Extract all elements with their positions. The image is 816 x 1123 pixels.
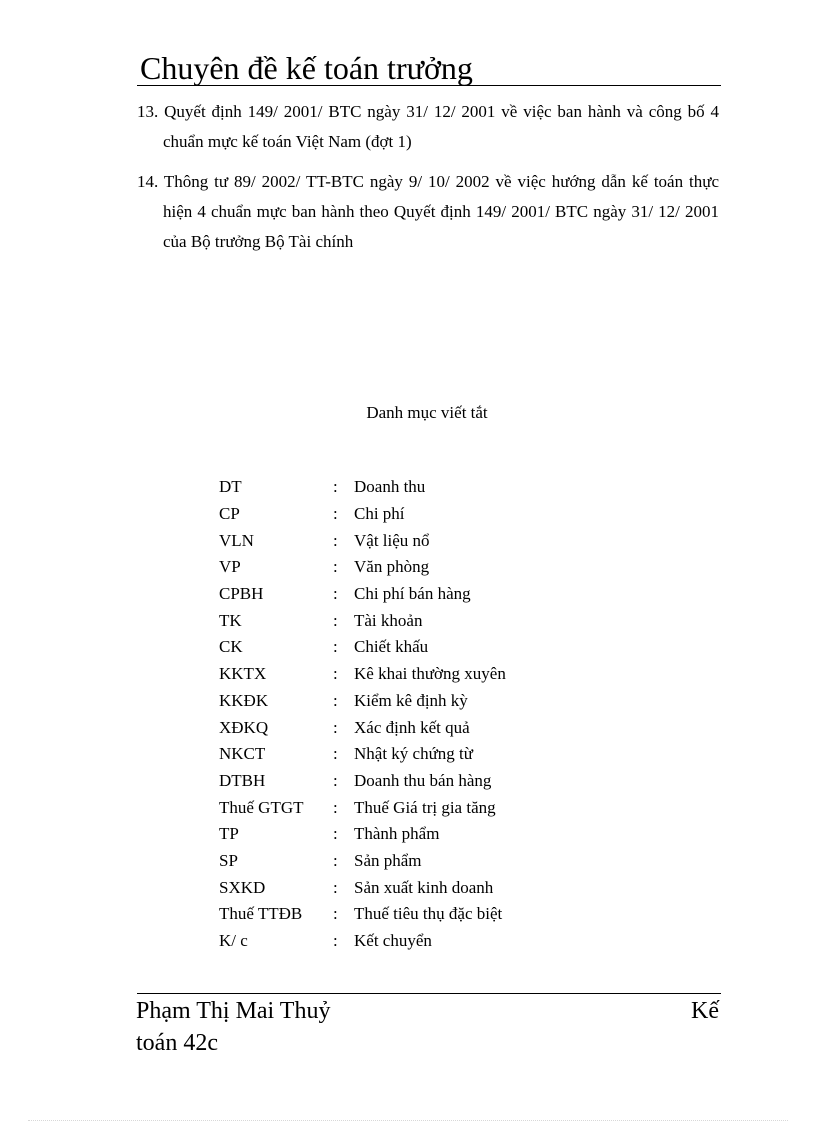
abbreviation-code: TP [219, 824, 239, 844]
abbreviation-row [219, 741, 506, 768]
abbreviation-code: Thuế GTGT [219, 797, 304, 817]
abbreviation-meaning: Xác định kết quả [354, 717, 470, 737]
abbreviation-code: CPBH [219, 584, 264, 604]
abbreviation-code: NKCT [219, 744, 266, 764]
abbreviation-row [219, 634, 506, 661]
abbreviation-row [219, 501, 506, 528]
abbreviation-row [219, 928, 506, 955]
abbreviation-meaning: Kê khai thường xuyên [354, 664, 506, 684]
abbreviation-code: TK [219, 610, 242, 630]
abbreviation-code: Thuế TTĐB [219, 904, 303, 924]
abbreviation-row [219, 848, 506, 875]
abbreviation-code: K/ c [219, 931, 248, 951]
abbreviation-separator: : [333, 797, 338, 817]
abbreviation-meaning: Thuế tiêu thụ đặc biệt [354, 904, 503, 924]
abbreviation-separator: : [333, 530, 338, 550]
abbreviation-meaning: Chi phí [354, 504, 405, 524]
abbreviation-code: KKTX [219, 664, 267, 684]
abbreviation-separator: : [333, 504, 338, 524]
abbreviation-meaning: Sản phẩm [354, 850, 422, 870]
abbreviation-code: SP [219, 850, 238, 870]
abbreviation-row [219, 527, 506, 554]
abbreviation-row [219, 661, 506, 688]
abbreviation-separator: : [333, 610, 338, 630]
abbreviation-meaning: Kết chuyển [354, 931, 432, 951]
abbreviation-separator: : [333, 557, 338, 577]
header-divider [137, 85, 721, 86]
abbreviation-code: CP [219, 504, 240, 524]
abbreviation-row [219, 607, 506, 634]
footer-department: Kế [691, 998, 719, 1024]
abbreviation-separator: : [333, 584, 338, 604]
abbreviation-meaning: Tài khoản [354, 610, 423, 630]
abbreviation-row [219, 901, 506, 928]
abbreviation-meaning: Kiểm kê định kỳ [354, 690, 468, 710]
abbreviation-row [219, 554, 506, 581]
header-title: Chuyên đề kế toán trưởng [140, 50, 473, 86]
abbreviation-code: CK [219, 637, 243, 657]
abbreviation-row [219, 768, 506, 795]
abbreviation-row [219, 821, 506, 848]
abbreviation-meaning: Thành phẩm [354, 824, 440, 844]
abbreviation-separator: : [333, 904, 338, 924]
abbreviation-meaning: Sản xuất kinh doanh [354, 877, 494, 897]
abbreviation-separator: : [333, 744, 338, 764]
abbreviation-meaning: Nhật ký chứng từ [354, 744, 473, 764]
abbreviation-meaning: Doanh thu [354, 477, 426, 497]
footer-class: toán 42c [136, 1030, 218, 1056]
abbreviations-title: Danh mục viết tắt [366, 403, 488, 422]
abbreviation-row [219, 474, 506, 501]
abbreviation-separator: : [333, 931, 338, 951]
abbreviation-meaning: Chi phí bán hàng [354, 584, 471, 604]
abbreviation-code: VP [219, 557, 241, 577]
reference-item-13: 13. Quyết định 149/ 2001/ BTC ngày 31/ 12/ 2001 về việc ban hành và công bố 4 chuẩn mực kế toán Việt Nam (đợt 1) [137, 102, 719, 151]
abbreviation-row [219, 874, 506, 901]
abbreviation-code: DTBH [219, 770, 266, 790]
abbreviation-row [219, 581, 506, 608]
abbreviation-meaning: Văn phòng [354, 557, 430, 577]
abbreviation-meaning: Vật liệu nổ [354, 530, 430, 550]
abbreviation-row [219, 714, 506, 741]
abbreviation-row [219, 794, 506, 821]
abbreviation-code: SXKD [219, 877, 266, 897]
reference-item-14: 14. Thông tư 89/ 2002/ TT-BTC ngày 9/ 10/ 2002 về việc hướng dẫn kế toán thực hiện 4 chuẩn mực ban hành theo Quyết định 149/ 2001/ BTC ngày 31/ 12/ 2001 của Bộ trưởng Bộ Tài chính [137, 172, 719, 251]
abbreviations-table [219, 474, 506, 954]
abbreviation-code: KKĐK [219, 690, 269, 710]
abbreviation-meaning: Doanh thu bán hàng [354, 770, 492, 790]
abbreviation-separator: : [333, 877, 338, 897]
abbreviation-row [219, 688, 506, 715]
page-bottom-edge [28, 1120, 788, 1121]
abbreviation-code: XĐKQ [219, 717, 269, 737]
abbreviation-separator: : [333, 770, 338, 790]
footer-author: Phạm Thị Mai Thuỷ [136, 998, 331, 1024]
abbreviation-separator: : [333, 477, 338, 497]
abbreviation-separator: : [333, 824, 338, 844]
abbreviation-separator: : [333, 850, 338, 870]
abbreviation-separator: : [333, 717, 338, 737]
abbreviation-separator: : [333, 637, 338, 657]
abbreviation-meaning: Chiết khấu [354, 637, 429, 657]
abbreviation-code: VLN [219, 530, 254, 550]
abbreviation-meaning: Thuế Giá trị gia tăng [354, 797, 496, 817]
abbreviation-separator: : [333, 690, 338, 710]
abbreviation-code: DT [219, 477, 242, 497]
abbreviation-separator: : [333, 664, 338, 684]
footer-divider [137, 993, 721, 994]
